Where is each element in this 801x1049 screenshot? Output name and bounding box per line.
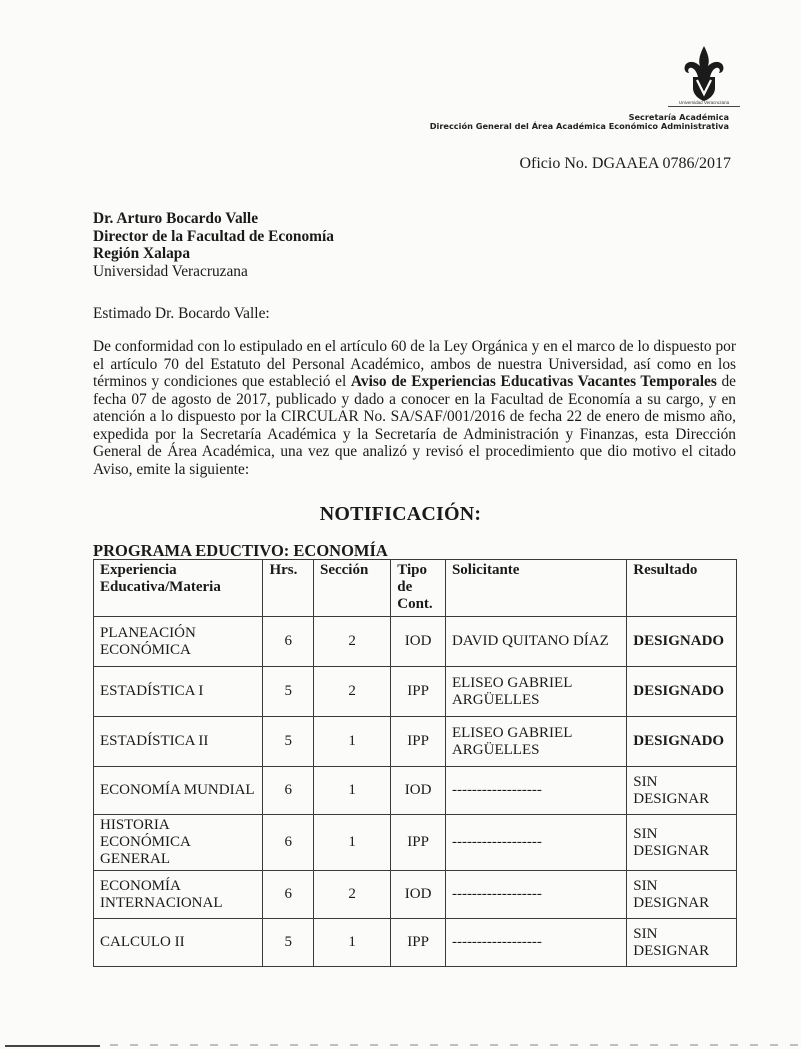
cell-hrs: 5 [263, 667, 314, 717]
letterhead-direccion: Dirección General del Área Académica Económico Administrativa [429, 121, 729, 131]
cell-resultado: DESIGNADO [627, 667, 737, 717]
results-table [93, 559, 737, 967]
cell-experiencia: PLANEACIÓN ECONÓMICA [94, 617, 263, 667]
body-text-part2: de fecha 07 de agosto de 2017, publicado y dado a conocer en la Facultad de Economía a su cargo, y en atención a lo dispuesto por la CIRCULAR No. SA/SAF/001/2016 de fecha 22 de enero de mismo año, expedida por la Secretaría Académica y la Secretaría de Administración y Finanzas, esta Dirección General de Área Académica, una vez que analizó y revisó el procedimiento que dio motivo el citado Aviso, emite la siguiente: [93, 373, 737, 478]
table-row [94, 871, 737, 919]
body-text-part1: De conformidad con lo estipulado en el artículo 60 de la Ley Orgánica y en el marco de lo dispuesto por el artículo 70 del Estatuto del Personal Académico, ambos de nuestra Universidad, así como en los términos y condiciones que estableció el [93, 338, 736, 390]
cell-solicitante: ------------------ [445, 815, 626, 871]
notification-title: NOTIFICACIÓN: [319, 503, 482, 525]
cell-experiencia: CALCULO II [94, 919, 263, 967]
cell-hrs: 6 [263, 815, 314, 871]
header-seccion: Sección [313, 560, 390, 617]
footer-scan-artifact [110, 1044, 800, 1046]
header-experiencia: Experiencia Educativa/Materia [94, 560, 263, 617]
header-tipo: Tipo de Cont. [391, 560, 446, 617]
cell-solicitante: ------------------ [445, 871, 626, 919]
table-row [94, 717, 737, 767]
cell-resultado: DESIGNADO [627, 617, 737, 667]
cell-resultado: SIN DESIGNAR [627, 871, 737, 919]
program-title: PROGRAMA EDUCTIVO: ECONOMÍA [93, 541, 388, 560]
header-resultado: Resultado [627, 560, 737, 617]
cell-hrs: 6 [263, 617, 314, 667]
logo-caption: Universidad Veracruzana [668, 100, 740, 107]
cell-solicitante: ------------------ [445, 919, 626, 967]
cell-experiencia: ESTADÍSTICA I [94, 667, 263, 717]
cell-tipo: IPP [391, 717, 446, 767]
cell-tipo: IPP [391, 919, 446, 967]
body-paragraph [93, 338, 736, 478]
addressee-name: Dr. Arturo Bocardo Valle [93, 210, 259, 227]
table-row [94, 815, 737, 871]
cell-experiencia: ECONOMÍA MUNDIAL [94, 767, 263, 815]
table-header-row [94, 560, 737, 617]
cell-resultado: SIN DESIGNAR [627, 919, 737, 967]
cell-tipo: IOD [391, 871, 446, 919]
cell-experiencia: ECONOMÍA INTERNACIONAL [94, 871, 263, 919]
letterhead [430, 113, 729, 131]
cell-tipo: IOD [391, 617, 446, 667]
header-solicitante: Solicitante [445, 560, 626, 617]
cell-experiencia: ESTADÍSTICA II [94, 717, 263, 767]
cell-solicitante: DAVID QUITANO DÍAZ [445, 617, 626, 667]
cell-seccion: 2 [313, 871, 390, 919]
addressee-region: Región Xalapa [93, 245, 191, 263]
cell-seccion: 1 [313, 815, 390, 871]
cell-hrs: 5 [263, 919, 314, 967]
cell-experiencia: HISTORIA ECONÓMICA GENERAL [94, 815, 263, 871]
cell-solicitante: ELISEO GABRIEL ARGÜELLES [445, 667, 626, 717]
header-hrs: Hrs. [263, 560, 314, 617]
cell-seccion: 2 [313, 617, 390, 667]
cell-seccion: 1 [313, 717, 390, 767]
cell-seccion: 2 [313, 667, 390, 717]
greeting: Estimado Dr. Bocardo Valle: [93, 305, 270, 322]
cell-resultado: SIN DESIGNAR [627, 767, 737, 815]
cell-solicitante: ------------------ [445, 767, 626, 815]
cell-hrs: 6 [263, 767, 314, 815]
addressee-block [93, 210, 334, 280]
table-row [94, 767, 737, 815]
letterhead-secretaria: Secretaría Académica [628, 112, 729, 122]
body-text-bold: Aviso de Experiencias Educativas Vacantes Temporales [350, 373, 717, 390]
cell-seccion: 1 [313, 919, 390, 967]
cell-tipo: IOD [391, 767, 446, 815]
addressee-institution: Universidad Veracruzana [93, 262, 248, 280]
table-row [94, 667, 737, 717]
cell-tipo: IPP [391, 667, 446, 717]
cell-hrs: 6 [263, 871, 314, 919]
oficio-number: Oficio No. DGAAEA 0786/2017 [519, 155, 731, 172]
table-row [94, 617, 737, 667]
cell-tipo: IPP [391, 815, 446, 871]
cell-hrs: 5 [263, 717, 314, 767]
table-row [94, 919, 737, 967]
footer-rule [5, 1045, 100, 1047]
cell-resultado: DESIGNADO [627, 717, 737, 767]
cell-seccion: 1 [313, 767, 390, 815]
university-logo-icon [672, 44, 736, 104]
cell-solicitante: ELISEO GABRIEL ARGÜELLES [445, 717, 626, 767]
cell-resultado: SIN DESIGNAR [627, 815, 737, 871]
addressee-position: Director de la Facultad de Economía [93, 227, 334, 245]
